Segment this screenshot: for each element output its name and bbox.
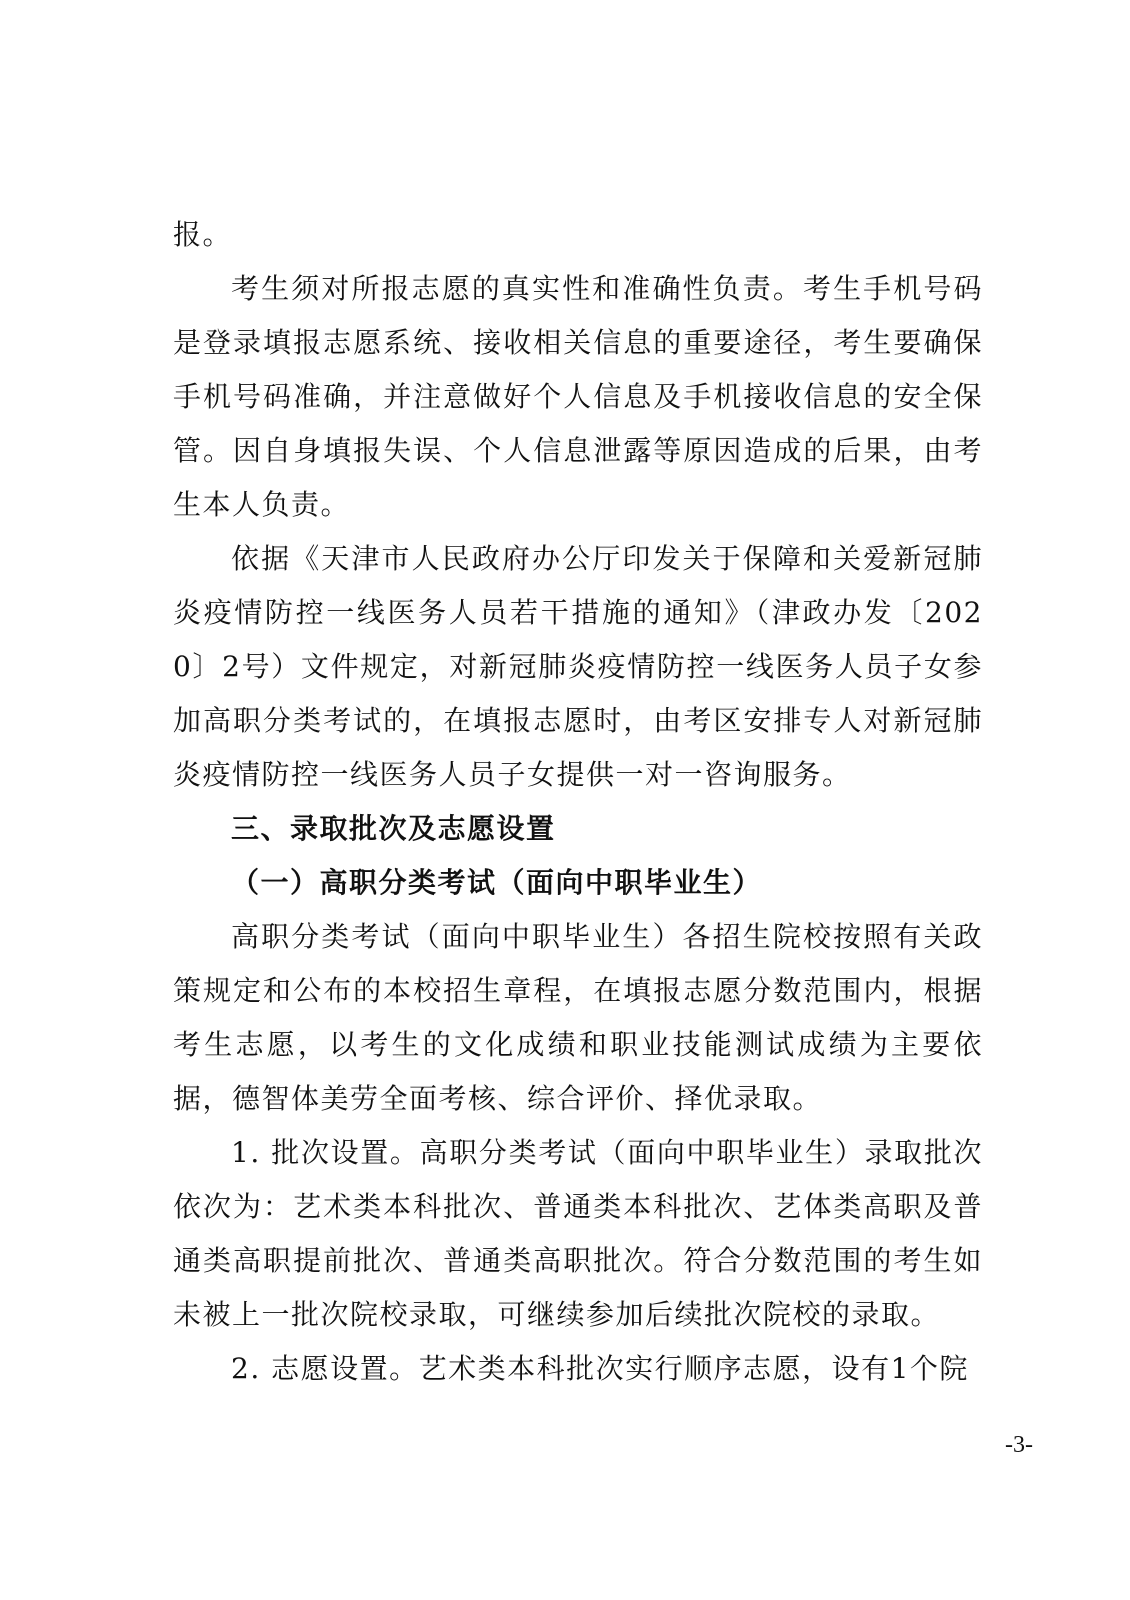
- section-heading: 三、录取批次及志愿设置: [231, 812, 556, 845]
- paragraph-continuation: 报。: [173, 218, 233, 251]
- paragraph-volunteer-setting: 2. 志愿设置。艺术类本科批次实行顺序志愿，设有1个院: [231, 1352, 969, 1385]
- paragraph-responsibility: 考生须对所报志愿的真实性和准确性负责。考生手机号码是登录填报志愿系统、接收相关信息的重要途径，考生要确保手机号码准确，并注意做好个人信息及手机接收信息的安全保管。因自身填报失误、个人信息泄露等原因造成的后果，由考生本人负责。: [173, 272, 983, 521]
- document-body: [173, 208, 983, 1396]
- page-number: -3-: [1005, 1432, 1033, 1458]
- paragraph-admission-principle: 高职分类考试（面向中职毕业生）各招生院校按照有关政策规定和公布的本校招生章程，在填报志愿分数范围内，根据考生志愿，以考生的文化成绩和职业技能测试成绩为主要依据，德智体美劳全面考核、综合评价、择优录取。: [173, 920, 983, 1115]
- subsection-heading: （一）高职分类考试（面向中职毕业生）: [231, 866, 763, 899]
- paragraph-medical-staff-policy: 依据《天津市人民政府办公厅印发关于保障和关爱新冠肺炎疫情防控一线医务人员若干措施的通知》（津政办发〔2020〕2号）文件规定，对新冠肺炎疫情防控一线医务人员子女参加高职分类考试的，在填报志愿时，由考区安排专人对新冠肺炎疫情防控一线医务人员子女提供一对一咨询服务。: [173, 542, 983, 791]
- paragraph-batch-setting: 1. 批次设置。高职分类考试（面向中职毕业生）录取批次依次为：艺术类本科批次、普通类本科批次、艺体类高职及普通类高职提前批次、普通类高职批次。符合分数范围的考生如未被上一批次院校录取，可继续参加后续批次院校的录取。: [173, 1136, 983, 1331]
